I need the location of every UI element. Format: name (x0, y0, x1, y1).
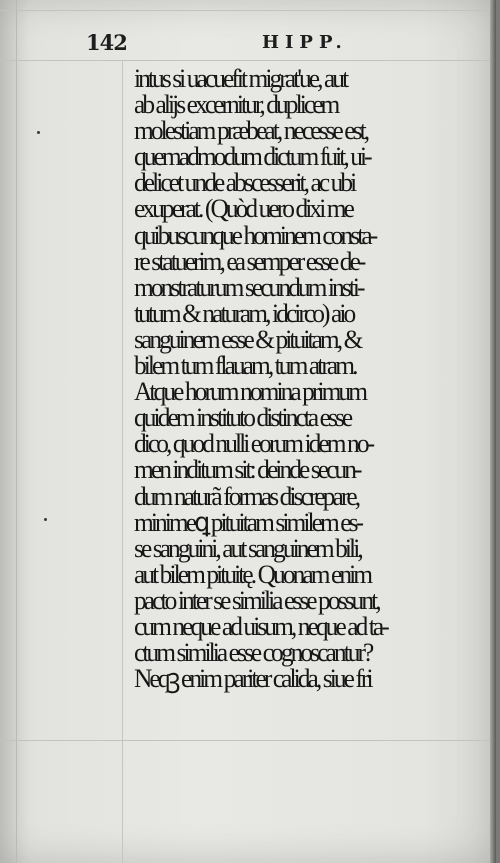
header-rule (0, 60, 496, 61)
text-line: sanguinem esse & pituitam, & (134, 324, 361, 354)
text-line: se sanguini, aut sanguinem bili, (134, 533, 361, 563)
text-line: intus si uacuefit migrat'ue, aut (134, 64, 347, 93)
text-line: bilem tum flauam, tum atram. (134, 351, 356, 381)
text-line: Neqꝫ enim pariter calida, siue fri (134, 664, 371, 694)
text-line: minimeꝗ pituitam similem es- (134, 507, 362, 537)
body-text (134, 66, 494, 692)
text-line: cum neque ad uisum, neque ad ta- (134, 611, 387, 641)
text-column-rule (122, 60, 123, 863)
text-line: molestiam præbeat, necesse est, (134, 116, 368, 146)
text-line: pacto inter se similia esse possunt, (134, 585, 379, 615)
text-line: quemadmodum dictum fuit, ui- (134, 142, 370, 172)
text-line: quidem instituto distincta esse (134, 403, 351, 433)
text-line: ab aliјs excernitur, duplicem (134, 90, 338, 120)
ink-speck (44, 518, 47, 521)
margin-rule (16, 0, 17, 863)
text-line: ctum similia esse cognoscantur? (134, 638, 372, 668)
text-line: quibuscunque hominem consta- (134, 220, 376, 250)
text-line: exuperat. (Quòd uero dixi me (134, 194, 352, 224)
text-line: delicet unde abscesserit, ac ubi (134, 168, 355, 198)
running-head: HIPP. (262, 32, 348, 53)
text-line: monstraturum secundum insti- (134, 272, 363, 302)
text-line: dico, quod nulli eorum idem no- (134, 429, 373, 459)
text-line: dum naturã formas discrepare, (134, 481, 359, 511)
text-line: aut bilem pituitę. Quonam enim (134, 559, 371, 589)
text-line: Atque horum nomina primum (134, 377, 366, 407)
text-line: re statuerim, ea semper esse de- (134, 246, 364, 276)
text-line: men inditum sit: deinde secun- (134, 455, 360, 485)
page-number: 142 (86, 30, 127, 55)
ink-speck (37, 131, 40, 134)
text-line: tutum & naturam, idcirco) aio (134, 298, 354, 328)
top-rule (0, 10, 496, 11)
bottom-rule (0, 740, 496, 741)
